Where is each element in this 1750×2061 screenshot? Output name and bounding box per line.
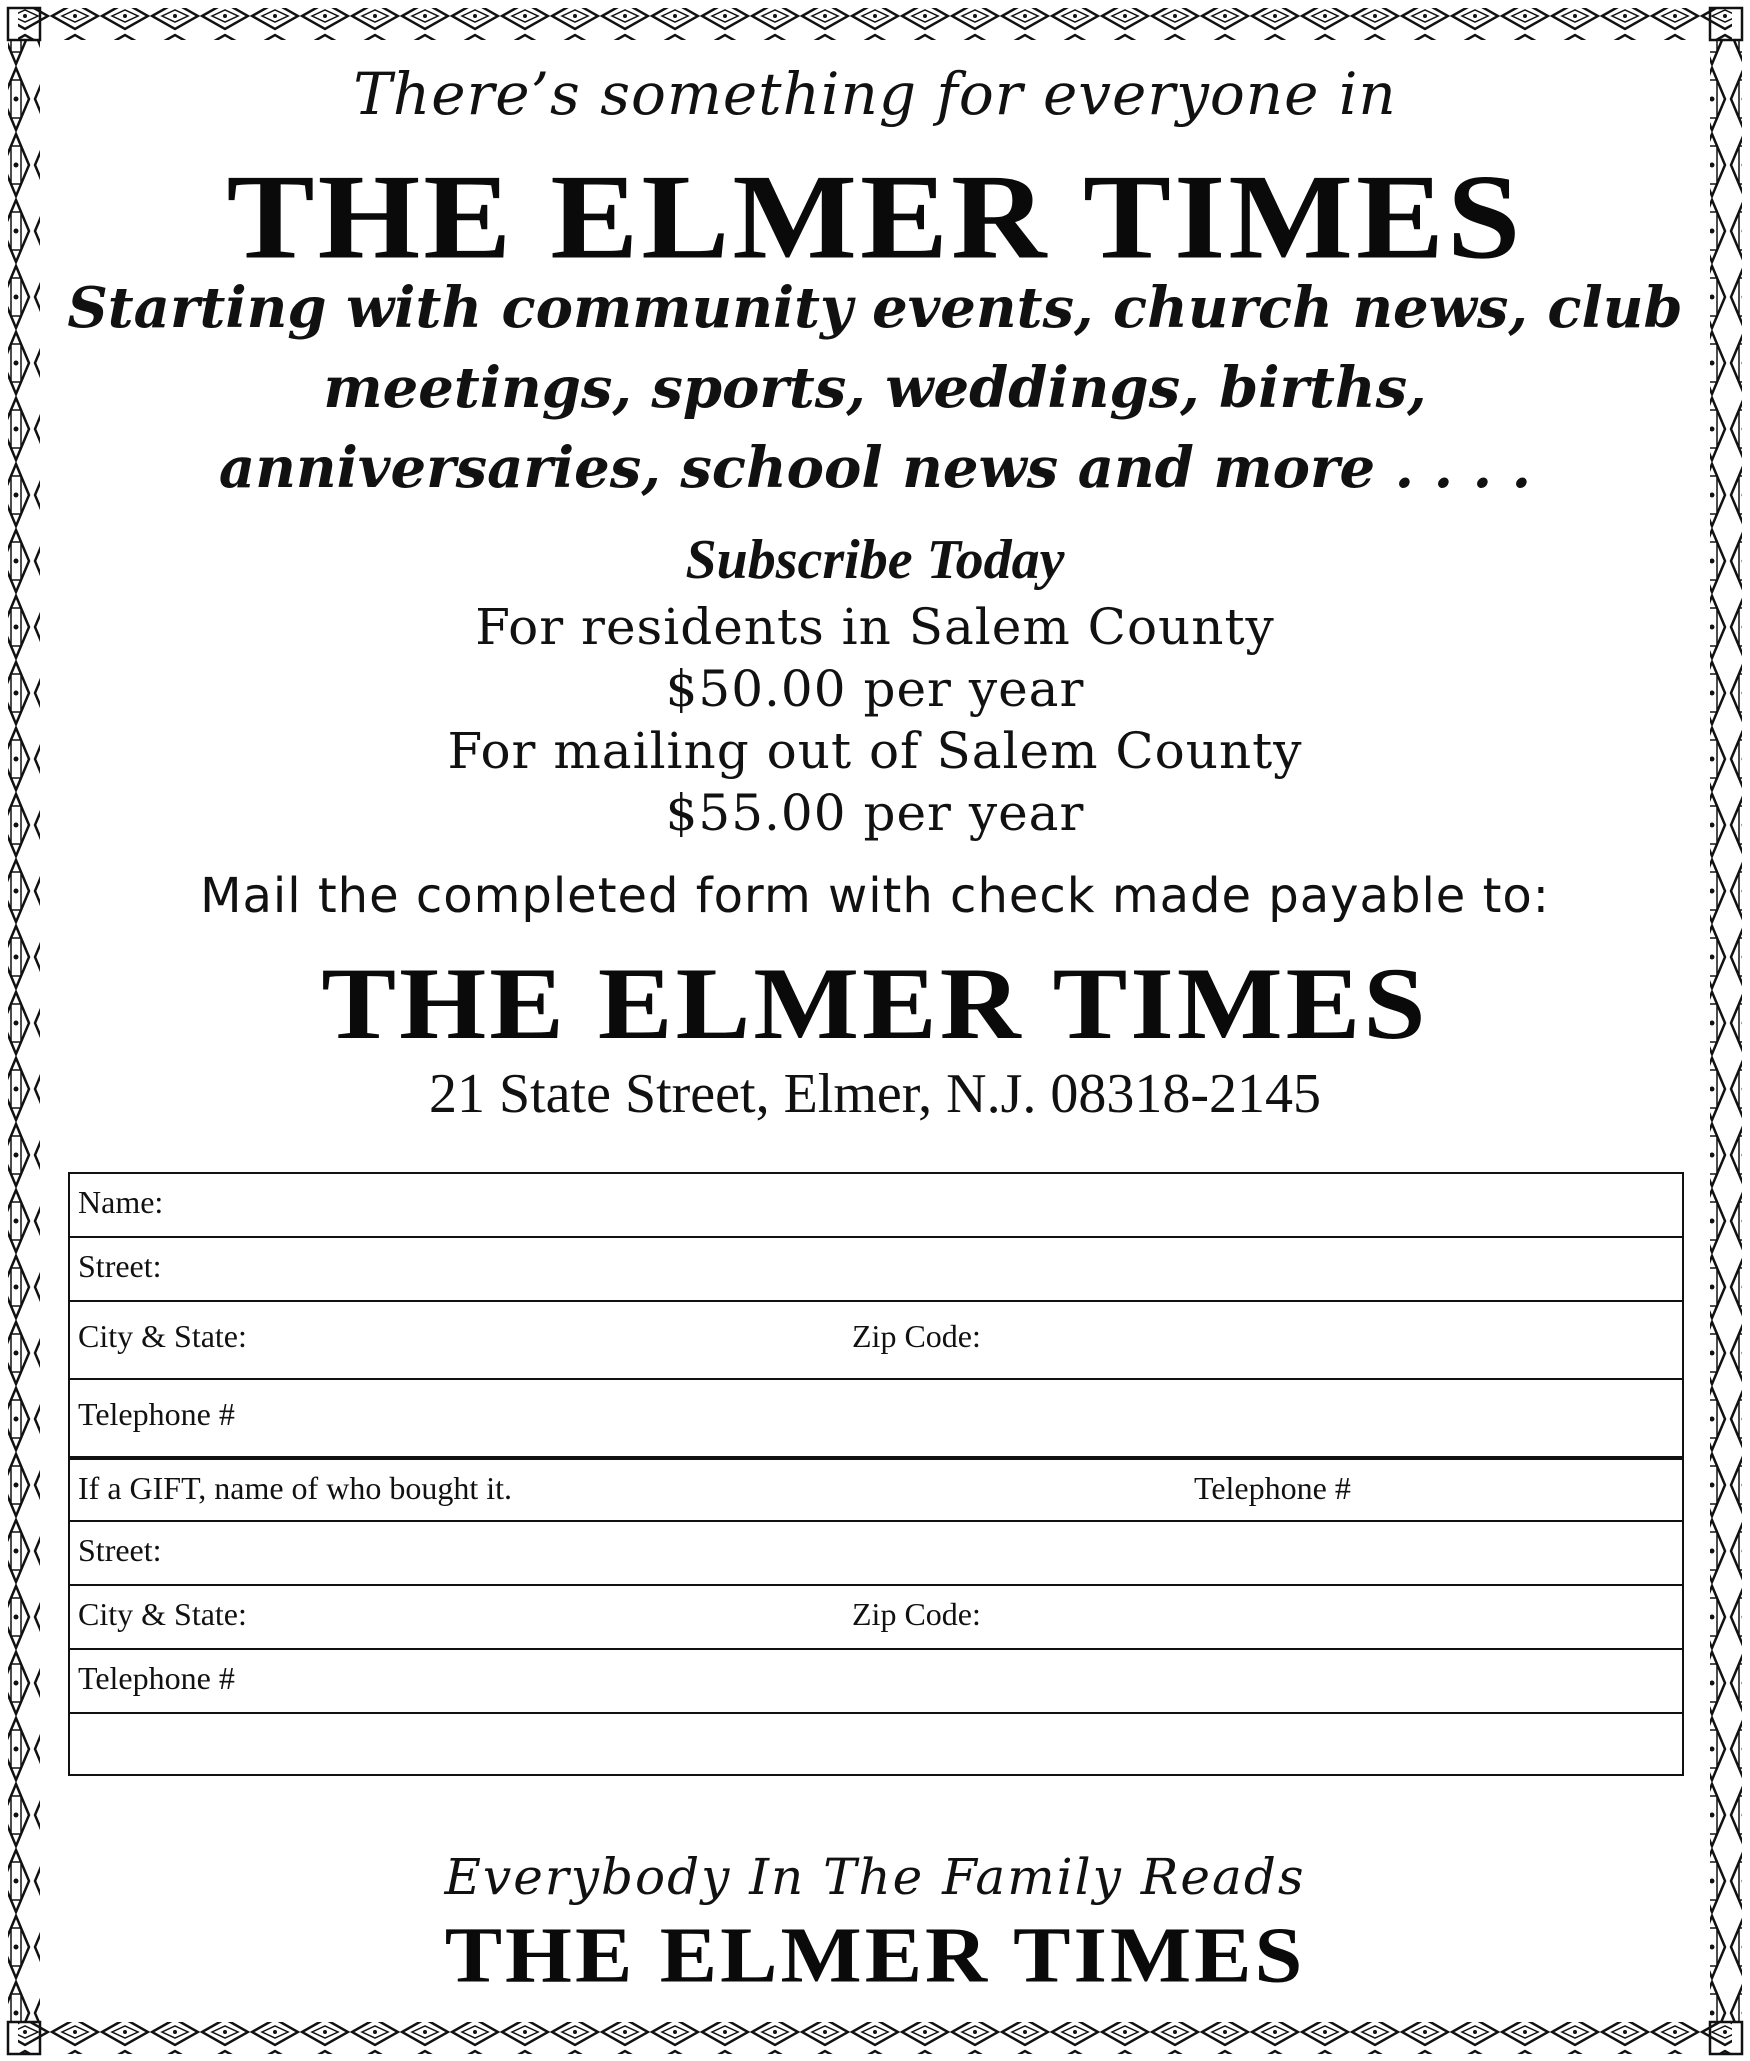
- gift-telephone-field[interactable]: [70, 1650, 1682, 1714]
- motto: Everybody In The Family Reads: [444, 1848, 1306, 1906]
- mail-label: For mailing out of Salem County: [447, 722, 1303, 780]
- mail-price: $55.00 per year: [665, 784, 1085, 842]
- name-label: Name:: [78, 1184, 164, 1220]
- name-field[interactable]: [70, 1174, 1682, 1238]
- subscription-form: [68, 1172, 1684, 1776]
- city-state-label: City & State:: [78, 1318, 247, 1354]
- resident-price: $50.00 per year: [665, 660, 1085, 718]
- telephone-label: Telephone #: [78, 1396, 235, 1432]
- intro-line: There’s something for everyone in: [353, 60, 1397, 128]
- street-label: Street:: [78, 1248, 162, 1284]
- mail-instructions: Mail the completed form with check made payable to:: [200, 868, 1550, 924]
- items-line-2: meetings, sports, weddings, births,: [323, 355, 1427, 421]
- street-field[interactable]: [70, 1238, 1682, 1302]
- gift-telephone-label: Telephone #: [1194, 1470, 1351, 1506]
- masthead-title: THE ELMER TIMES: [226, 148, 1524, 285]
- items-line-3: anniversaries, school news and more . . . .: [218, 435, 1532, 501]
- mailing-address: 21 State Street, Elmer, N.J. 08318-2145: [428, 1063, 1322, 1125]
- telephone-field[interactable]: [70, 1380, 1682, 1458]
- gift-city-state-label: City & State:: [78, 1596, 247, 1632]
- gift-street-field[interactable]: [70, 1522, 1682, 1586]
- gift-phone-label: Telephone #: [78, 1660, 235, 1696]
- gift-street-label: Street:: [78, 1532, 162, 1568]
- gift-giver-field[interactable]: [70, 1458, 1682, 1522]
- footer-masthead: THE ELMER TIMES: [444, 1910, 1306, 2000]
- blank-field[interactable]: [70, 1714, 1682, 1776]
- gift-zip-label: Zip Code:: [852, 1596, 981, 1632]
- subscribe-heading: Subscribe Today: [685, 529, 1065, 591]
- resident-label: For residents in Salem County: [475, 598, 1275, 656]
- city-state-zip-field[interactable]: [70, 1302, 1682, 1380]
- payee-title: THE ELMER TIMES: [321, 947, 1429, 1062]
- zip-label: Zip Code:: [852, 1318, 981, 1354]
- gift-label: If a GIFT, name of who bought it.: [78, 1470, 512, 1506]
- items-line-1: Starting with community events, church news, club: [67, 275, 1683, 341]
- gift-city-state-zip-field[interactable]: [70, 1586, 1682, 1650]
